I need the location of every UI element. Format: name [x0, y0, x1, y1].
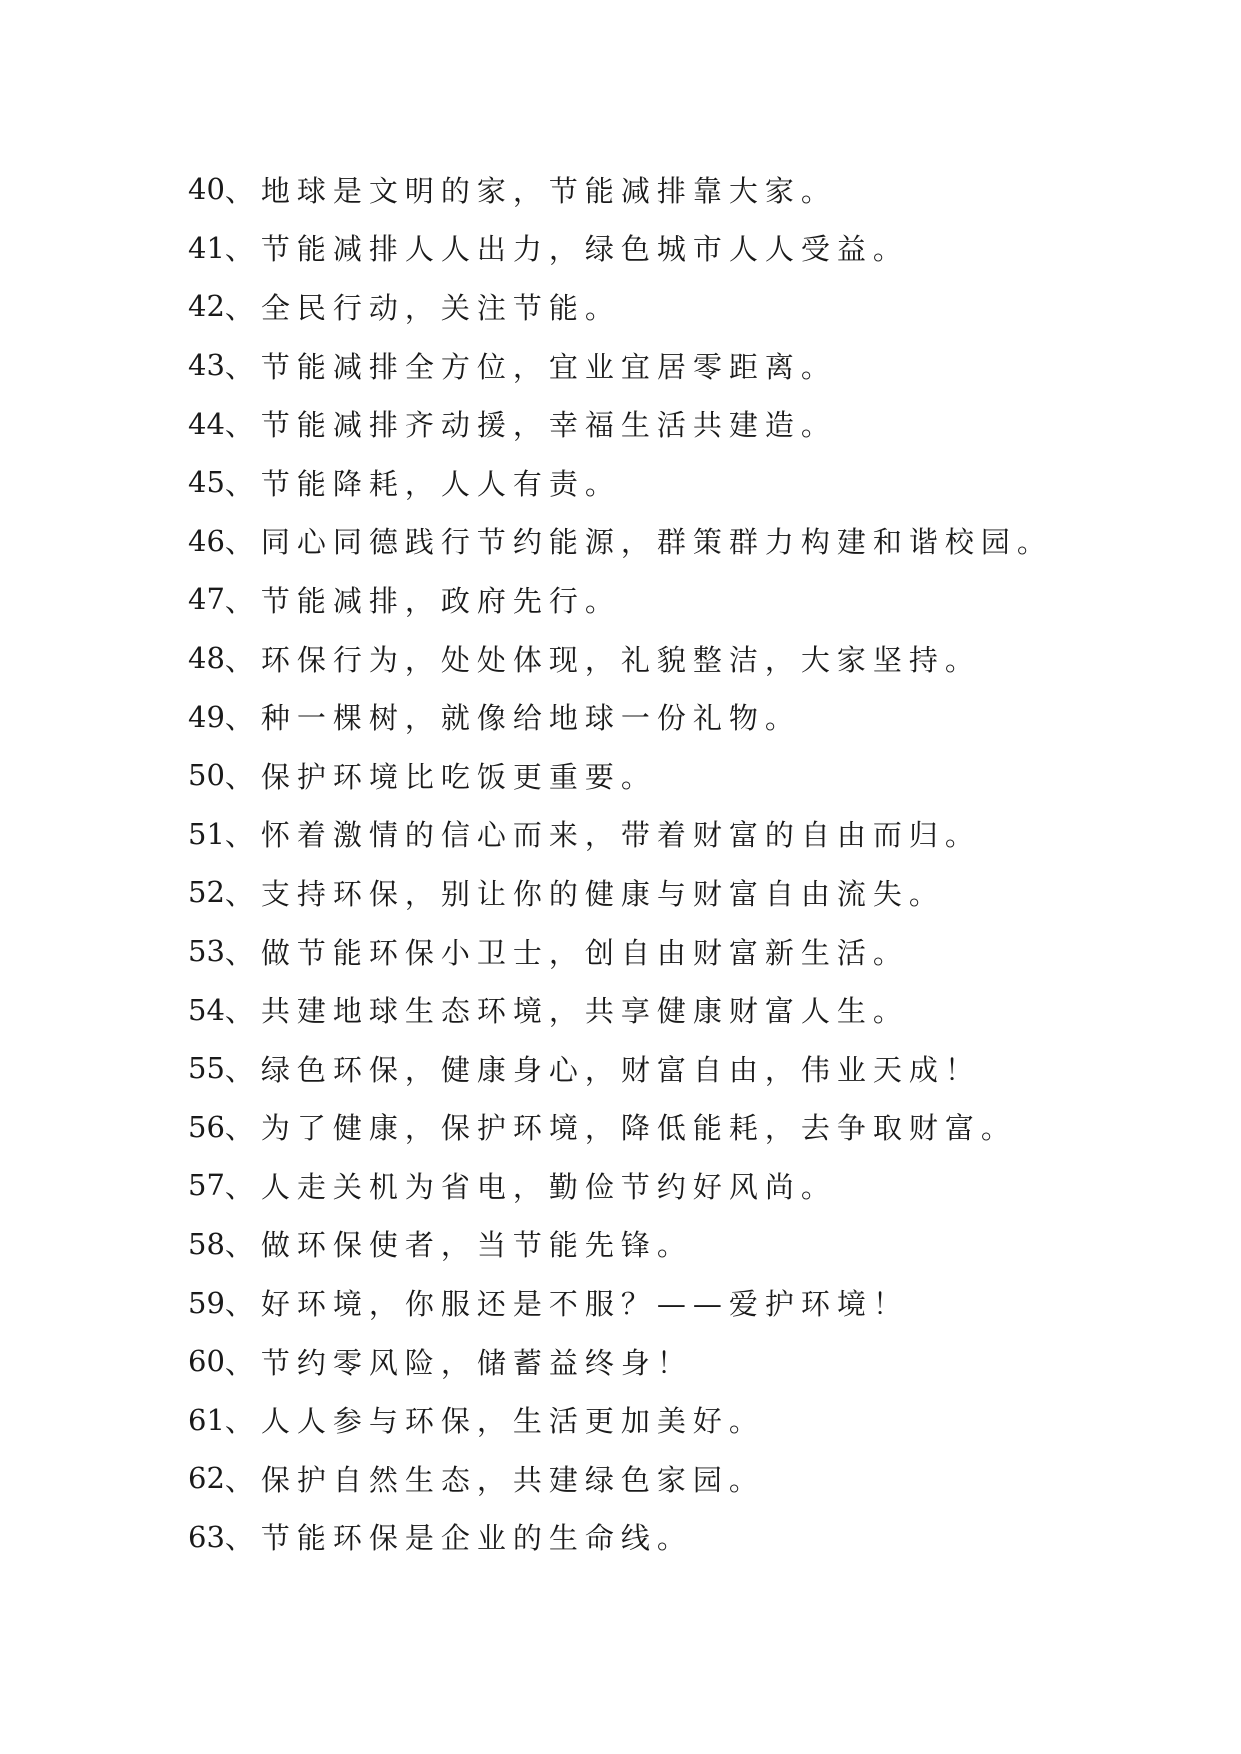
item-text: 、节能减排人人出力，绿色城市人人受益。	[224, 232, 909, 267]
list-item	[188, 805, 1188, 864]
item-number: 42	[188, 289, 225, 324]
list-item	[188, 746, 1188, 805]
list-item	[188, 219, 1188, 278]
item-text: 、节约零风险，储蓄益终身！	[224, 1345, 693, 1380]
item-number: 58	[188, 1226, 225, 1261]
item-text: 、人走关机为省电，勤俭节约好风尚。	[224, 1169, 837, 1204]
list-item	[188, 1098, 1188, 1157]
item-number: 60	[188, 1344, 225, 1379]
item-number: 53	[188, 934, 225, 969]
list-item	[188, 394, 1188, 453]
item-text: 、人人参与环保，生活更加美好。	[224, 1404, 765, 1439]
item-text: 、为了健康，保护环境，降低能耗，去争取财富。	[224, 1111, 1017, 1146]
list-item	[188, 336, 1188, 395]
item-text: 、节能减排，政府先行。	[224, 583, 621, 618]
item-text: 、全民行动，关注节能。	[224, 290, 621, 325]
item-text: 、种一棵树，就像给地球一份礼物。	[224, 701, 801, 736]
item-number: 61	[188, 1402, 225, 1437]
item-number: 57	[188, 1168, 225, 1203]
item-number: 43	[188, 348, 225, 383]
list-item	[188, 1508, 1188, 1567]
item-text: 、同心同德践行节约能源，群策群力构建和谐校园。	[224, 525, 1053, 560]
item-text: 、节能减排全方位，宜业宜居零距离。	[224, 349, 837, 384]
item-number: 48	[188, 641, 225, 676]
item-text: 、节能降耗，人人有责。	[224, 466, 621, 501]
list-item	[188, 277, 1188, 336]
list-item	[188, 1449, 1188, 1508]
item-text: 、环保行为，处处体现，礼貌整洁，大家坚持。	[224, 642, 981, 677]
item-text: 、好环境，你服还是不服？——爱护环境！	[224, 1287, 909, 1322]
item-text: 、绿色环保，健康身心，财富自由，伟业天成！	[224, 1052, 981, 1087]
item-text: 、支持环保，别让你的健康与财富自由流失。	[224, 876, 945, 911]
item-number: 40	[188, 172, 225, 207]
item-number: 63	[188, 1519, 225, 1554]
item-number: 50	[188, 758, 225, 793]
list-item	[188, 1156, 1188, 1215]
item-number: 41	[188, 230, 225, 265]
item-text: 、保护环境比吃饭更重要。	[224, 759, 657, 794]
list-item	[188, 980, 1188, 1039]
item-text: 、节能减排齐动援，幸福生活共建造。	[224, 408, 837, 443]
item-number: 54	[188, 992, 225, 1027]
list-item	[188, 687, 1188, 746]
item-text: 、保护自然生态，共建绿色家园。	[224, 1462, 765, 1497]
list-item	[188, 863, 1188, 922]
item-number: 44	[188, 406, 225, 441]
item-text: 、做环保使者，当节能先锋。	[224, 1228, 693, 1263]
list-item	[188, 512, 1188, 571]
item-number: 56	[188, 1109, 225, 1144]
list-item	[188, 453, 1188, 512]
item-number: 59	[188, 1285, 225, 1320]
item-text: 、地球是文明的家，节能减排靠大家。	[224, 173, 837, 208]
item-number: 52	[188, 875, 225, 910]
item-text: 、节能环保是企业的生命线。	[224, 1521, 693, 1556]
item-number: 46	[188, 523, 225, 558]
list-item	[188, 1273, 1188, 1332]
item-number: 51	[188, 816, 225, 851]
list-item	[188, 1215, 1188, 1274]
item-number: 49	[188, 699, 225, 734]
list-item	[188, 629, 1188, 688]
item-text: 、做节能环保小卫士，创自由财富新生活。	[224, 935, 909, 970]
list-item	[188, 1039, 1188, 1098]
list-item	[188, 160, 1188, 219]
list-item	[188, 1332, 1188, 1391]
list-item	[188, 922, 1188, 981]
item-text: 、共建地球生态环境，共享健康财富人生。	[224, 994, 909, 1029]
item-number: 62	[188, 1461, 225, 1496]
item-number: 47	[188, 582, 225, 617]
item-text: 、怀着激情的信心而来，带着财富的自由而归。	[224, 818, 981, 853]
list-item	[188, 1390, 1188, 1449]
item-number: 55	[188, 1051, 225, 1086]
item-number: 45	[188, 465, 225, 500]
slogan-list	[188, 160, 1188, 1566]
list-item	[188, 570, 1188, 629]
